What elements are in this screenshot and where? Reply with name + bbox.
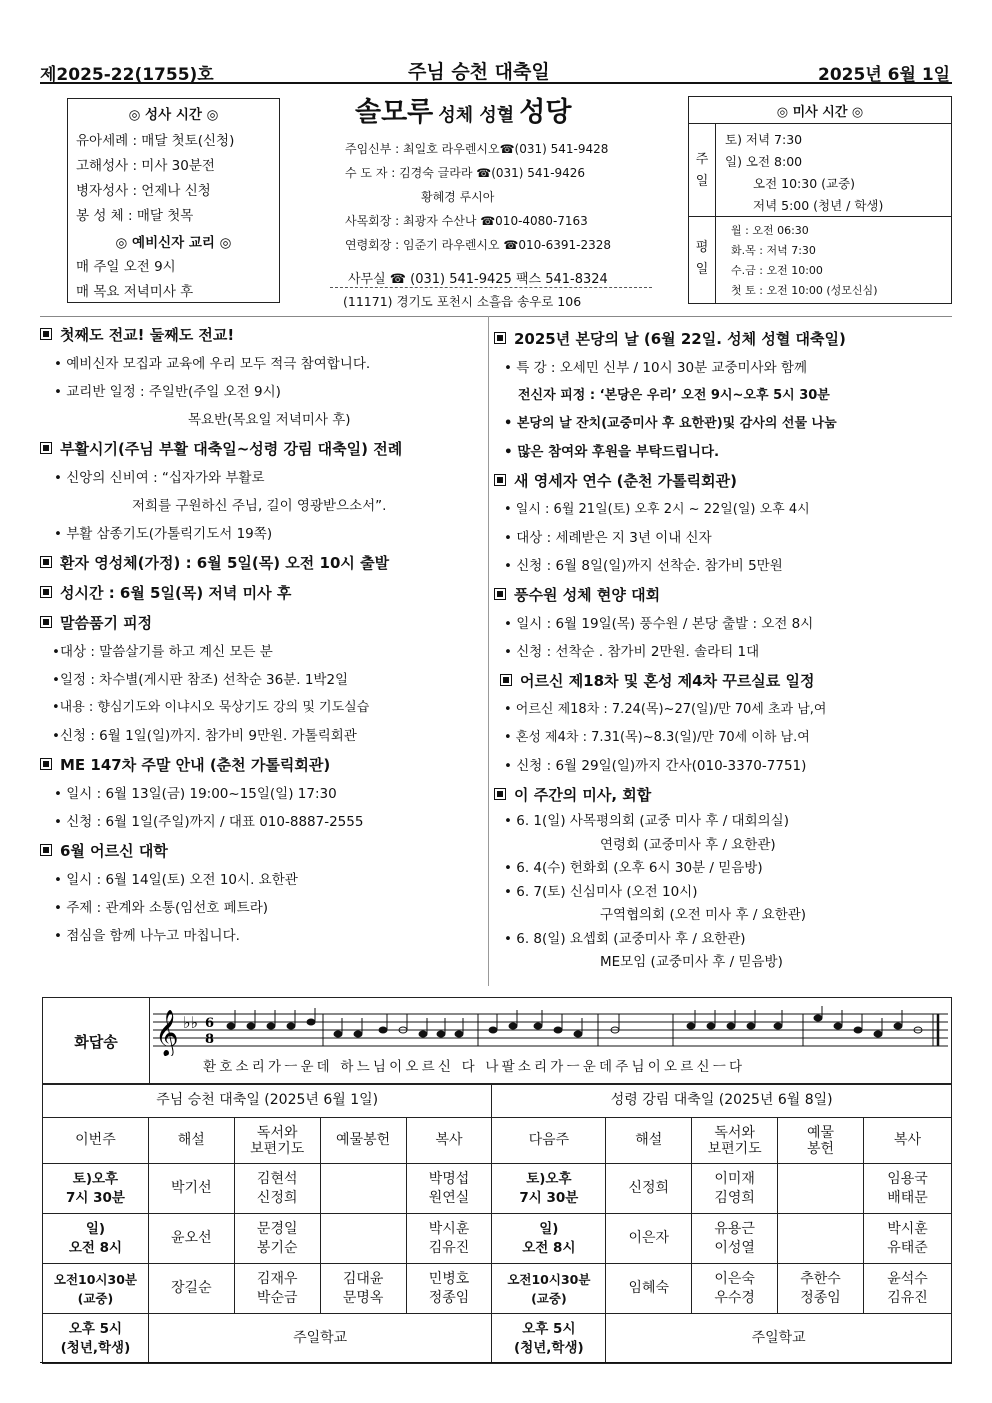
table-cell: 윤오선 (148, 1214, 234, 1264)
notice-item: •내용 : 향심기도와 이냐시오 묵상기도 강의 및 기도실습 (52, 700, 370, 715)
notice-heading: ME 147차 주말 안내 (춘천 가톨릭회관) (40, 750, 488, 780)
table-row (43, 1214, 952, 1264)
square-bullet-icon (40, 442, 52, 454)
notice-item: • 6. 8(일) 요셉회 (교중미사 후 / 요한관) (504, 930, 746, 947)
psalm-lyrics: 환호소리가ㅡ운데 하느님이오르신 다 나팔소리가ㅡ운데주님이오르신ㅡ다 (203, 1059, 746, 1075)
right-column (494, 324, 950, 975)
notice-heading: 첫째도 전교! 둘째도 전교! (40, 320, 488, 350)
notice-item: • 특 강 : 오세민 신부 / 10시 30분 교중미사와 함께 (504, 360, 807, 376)
table-cell: 김현석 신정희 (234, 1164, 320, 1214)
table-cell (778, 1214, 864, 1264)
table-cell: 오후 5시 (청년,학생) (43, 1314, 149, 1364)
music-staff (153, 1006, 948, 1056)
sunday-mass-line: 일) 오전 8:00 (725, 154, 803, 169)
catechumen-line: 매 주일 오전 9시 (76, 259, 176, 275)
notice-item: • 신청 : 선착순 . 참가비 2만원. 솔라티 1대 (504, 644, 760, 660)
catechumen-title: ◎ 예비신자 교리 ◎ (115, 235, 232, 251)
notice-heading: 환자 영성체(가정) : 6월 5일(목) 오전 10시 출발 (40, 548, 488, 578)
square-bullet-icon (494, 332, 506, 344)
column-header: 독서와 보편기도 (692, 1118, 778, 1164)
column-header: 해설 (148, 1118, 234, 1164)
table-cell (320, 1214, 406, 1264)
table-cell: 이미재 김영희 (692, 1164, 778, 1214)
notice-item: • 6. 7(토) 신심미사 (오전 10시) (504, 883, 698, 900)
mass-time-title: ◎ 미사 시간 ◎ (776, 105, 864, 120)
table-cell: 주일학교 (148, 1314, 492, 1364)
notice-item: 저희를 구원하신 주님, 길이 영광받으소서”. (132, 498, 387, 514)
column-header: 예물봉헌 (320, 1118, 406, 1164)
contact-religious-2: 황혜경 루시아 (421, 190, 495, 204)
table-cell: 이은자 (606, 1214, 692, 1264)
table-cell: 오후 5시 (청년,학생) (492, 1314, 606, 1364)
sunday-mass-line: 오전 10:30 (교중) (753, 176, 856, 191)
weekday-label: 평일 (695, 240, 709, 277)
column-header: 독서와 보편기도 (234, 1118, 320, 1164)
parish-address: (11171) 경기도 포천시 소흘읍 송우로 106 (343, 294, 582, 309)
notice-item: • 혼성 제4차 : 7.31(목)~8.3(일)/만 70세 이하 남.여 (504, 730, 810, 745)
square-bullet-icon (40, 328, 52, 340)
square-bullet-icon (40, 758, 52, 770)
notice-heading: 이 주간의 미사, 회합 (494, 780, 950, 810)
table-cell: 토)오후 7시 30분 (492, 1164, 606, 1214)
table-cell: 이은숙 우수경 (692, 1264, 778, 1314)
notice-item: 연령회 (교중미사 후 / 요한관) (600, 836, 776, 853)
square-bullet-icon (40, 616, 52, 628)
table-cell: 신정희 (606, 1164, 692, 1214)
table-row (43, 1314, 952, 1364)
weekday-mass-line: 월 : 오전 06:30 (731, 224, 809, 237)
square-bullet-icon (494, 474, 506, 486)
table-cell: 주일학교 (606, 1314, 952, 1364)
footer-rule (40, 1362, 952, 1363)
table-cell: 임혜숙 (606, 1264, 692, 1314)
notice-item: • 본당의 날 잔치(교중미사 후 요한관)및 감사의 선물 나눔 (504, 416, 837, 431)
column-divider (488, 316, 489, 986)
table-row (43, 1264, 952, 1314)
table-cell: 오전10시30분 (교중) (43, 1264, 149, 1314)
table-cell: 윤석수 김유진 (863, 1264, 951, 1314)
column-header: 이번주 (43, 1118, 149, 1164)
column-header: 복사 (406, 1118, 492, 1164)
table-cell (778, 1164, 864, 1214)
notice-item: • 대상 : 세례받은 지 3년 이내 신자 (504, 530, 712, 546)
svg-text:𝄞: 𝄞 (155, 1010, 179, 1056)
notice-item: • 신앙의 신비여 : “십자가와 부활로 (54, 470, 265, 486)
notice-item: • 일시 : 6월 14일(토) 오전 10시. 요한관 (54, 872, 298, 888)
table-cell: 문경일 봉기순 (234, 1214, 320, 1264)
table-cell: 토)오후 7시 30분 (43, 1164, 149, 1214)
sacrament-title: ◎ 성사 시간 ◎ (128, 107, 219, 123)
table-cell: 박명섭 원연실 (406, 1164, 492, 1214)
notice-item: •신청 : 6월 1일(일)까지. 참가비 9만원. 가톨릭회관 (52, 728, 357, 744)
square-bullet-icon (494, 588, 506, 600)
header-rule (40, 82, 952, 84)
table-cell: 김대윤 문명옥 (320, 1264, 406, 1314)
catechumen-line: 매 목요 저녁미사 후 (76, 284, 194, 300)
table-cell (320, 1164, 406, 1214)
notice-item: • 일시 : 6월 19일(목) 풍수원 / 본당 출발 : 오전 8시 (504, 616, 814, 632)
column-header: 다음주 (492, 1118, 606, 1164)
notice-item: •일정 : 차수별(게시판 참조) 선착순 36분. 1박2일 (52, 672, 349, 688)
right-week-title: 성령 강림 대축일 (2025년 6월 8일) (492, 1084, 952, 1118)
notice-item: • 신청 : 6월 1일(주일)까지 / 대표 010-8887-2555 (54, 814, 364, 830)
square-bullet-icon (40, 556, 52, 568)
notice-heading: 2025년 본당의 날 (6월 22일. 성체 성혈 대축일) (494, 324, 950, 354)
notice-heading: 6월 어르신 대학 (40, 836, 488, 866)
issue-number: 제2025-22(1755)호 (40, 65, 214, 85)
table-cell: 오전10시30분 (교중) (492, 1264, 606, 1314)
notice-item: 전신자 피정 : ‘본당은 우리’ 오전 9시~오후 5시 30분 (518, 388, 830, 403)
office-contact: 사무실 ☎ (031) 541-9425 팩스 541-8324 (348, 272, 608, 287)
contact-religious: 수 도 자 : 김경숙 글라라 ☎(031) 541-9426 (345, 166, 586, 180)
svg-text:♭♭: ♭♭ (183, 1013, 199, 1032)
notice-item: • 6. 1(일) 사목평의회 (교중 미사 후 / 대회의실) (504, 813, 789, 829)
svg-text:8: 8 (205, 1032, 215, 1047)
column-header: 해설 (606, 1118, 692, 1164)
notice-heading: 성시간 : 6월 5일(목) 저녁 미사 후 (40, 578, 488, 608)
notice-item: •대상 : 말씀살기를 하고 계신 모든 분 (52, 644, 273, 660)
weekday-mass-line: 첫 토 : 오전 10:00 (성모신심) (731, 284, 878, 297)
notice-item: • 예비신자 모집과 교육에 우리 모두 적극 참여합니다. (54, 356, 371, 372)
left-column (40, 320, 488, 950)
sacrament-line: 병자성사 : 언제나 신청 (76, 183, 211, 199)
table-cell: 박시훈 유태준 (863, 1214, 951, 1264)
square-bullet-icon (40, 844, 52, 856)
notice-item: 목요반(목요일 저녁미사 후) (188, 412, 351, 428)
notice-item: • 6. 4(수) 헌화회 (오후 6시 30분 / 믿음방) (504, 860, 763, 876)
notice-item: 구역협의회 (오전 미사 후 / 요한관) (600, 907, 807, 923)
table-cell: 김재우 박순금 (234, 1264, 320, 1314)
table-cell: 일) 오전 8시 (492, 1214, 606, 1264)
ministry-schedule-table (42, 1083, 952, 1364)
contact-pastor: 주임신부 : 최일호 라우렌시오☎(031) 541-9428 (345, 142, 609, 156)
issue-date: 2025년 6월 1일 (818, 65, 951, 85)
weekday-mass-line: 화.목 : 저녁 7:30 (731, 244, 816, 257)
notice-item: • 교리반 일정 : 주일반(주일 오전 9시) (54, 384, 281, 400)
left-week-title: 주님 승천 대축일 (2025년 6월 1일) (43, 1084, 492, 1118)
page-title: 주님 승천 대축일 (408, 61, 550, 83)
sunday-label: 주일 (695, 152, 709, 189)
square-bullet-icon (494, 788, 506, 800)
contact-council: 사목회장 : 최광자 수산나 ☎010-4080-7163 (345, 214, 588, 228)
notice-item: • 부활 삼종기도(가톨릭기도서 19쪽) (54, 526, 273, 542)
notice-heading: 풍수원 성체 현양 대회 (494, 580, 950, 610)
table-cell: 민병호 정종임 (406, 1264, 492, 1314)
sacrament-line: 유아세례 : 매달 첫토(신청) (76, 133, 235, 149)
address-divider (330, 287, 652, 288)
sacrament-line: 고해성사 : 미사 30분전 (76, 158, 215, 174)
notice-item: • 주제 : 관계와 소통(임선호 페트라) (54, 900, 269, 916)
parish-name: 솔모루 성체 성혈 성당 (355, 97, 572, 128)
notice-heading: 어르신 제18차 및 혼성 제4차 꾸르실료 일정 (494, 666, 950, 696)
psalm-label: 화답송 (43, 998, 150, 1084)
table-cell: 박시훈 김유진 (406, 1214, 492, 1264)
notice-heading: 새 영세자 연수 (춘천 가톨릭회관) (494, 466, 950, 496)
sacrament-box (67, 98, 280, 303)
notice-heading: 부활시기(주님 부활 대축일~성령 강림 대축일) 전례 (40, 434, 488, 464)
notice-item: • 신청 : 6월 29일(일)까지 간사(010-3370-7751) (504, 758, 807, 774)
notice-item: • 일시 : 6월 21일(토) 오후 2시 ~ 22일(일) 오후 4시 (504, 502, 810, 517)
table-cell: 임용국 배태문 (863, 1164, 951, 1214)
sunday-mass-line: 토) 저녁 7:30 (725, 132, 803, 147)
table-cell: 유용근 이성열 (692, 1214, 778, 1264)
mass-time-box (688, 96, 952, 304)
section-rule (40, 316, 952, 317)
psalm-box (42, 997, 952, 1085)
column-header: 복사 (863, 1118, 951, 1164)
notice-item: • 어르신 제18차 : 7.24(목)~27(일)/만 70세 초과 남,여 (504, 702, 827, 717)
weekday-mass-line: 수.금 : 오전 10:00 (731, 264, 823, 277)
table-cell: 박기선 (148, 1164, 234, 1214)
sacrament-line: 봉 성 체 : 매달 첫목 (76, 208, 194, 224)
square-bullet-icon (500, 674, 512, 686)
table-cell: 추한수 정종임 (778, 1264, 864, 1314)
table-cell: 장길순 (148, 1264, 234, 1314)
square-bullet-icon (40, 586, 52, 598)
notice-item: • 점심을 함께 나누고 마칩니다. (54, 928, 240, 944)
notice-item: • 많은 참여와 후원을 부탁드립니다. (504, 444, 720, 460)
notice-heading: 말씀품기 피정 (40, 608, 488, 638)
column-header: 예물 봉헌 (778, 1118, 864, 1164)
svg-text:6: 6 (205, 1016, 215, 1031)
notice-item: ME모임 (교중미사 후 / 믿음방) (600, 954, 783, 970)
notice-item: • 신청 : 6월 8일(일)까지 선착순. 참가비 5만원 (504, 558, 783, 574)
sunday-mass-line: 저녁 5:00 (청년 / 학생) (753, 198, 884, 213)
notice-item: • 일시 : 6월 13일(금) 19:00~15일(일) 17:30 (54, 786, 337, 802)
table-row (43, 1164, 952, 1214)
parish-contacts (345, 137, 611, 257)
table-cell: 일) 오전 8시 (43, 1214, 149, 1264)
contact-funeral: 연령회장 : 임준기 라우렌시오 ☎010-6391-2328 (345, 238, 611, 252)
